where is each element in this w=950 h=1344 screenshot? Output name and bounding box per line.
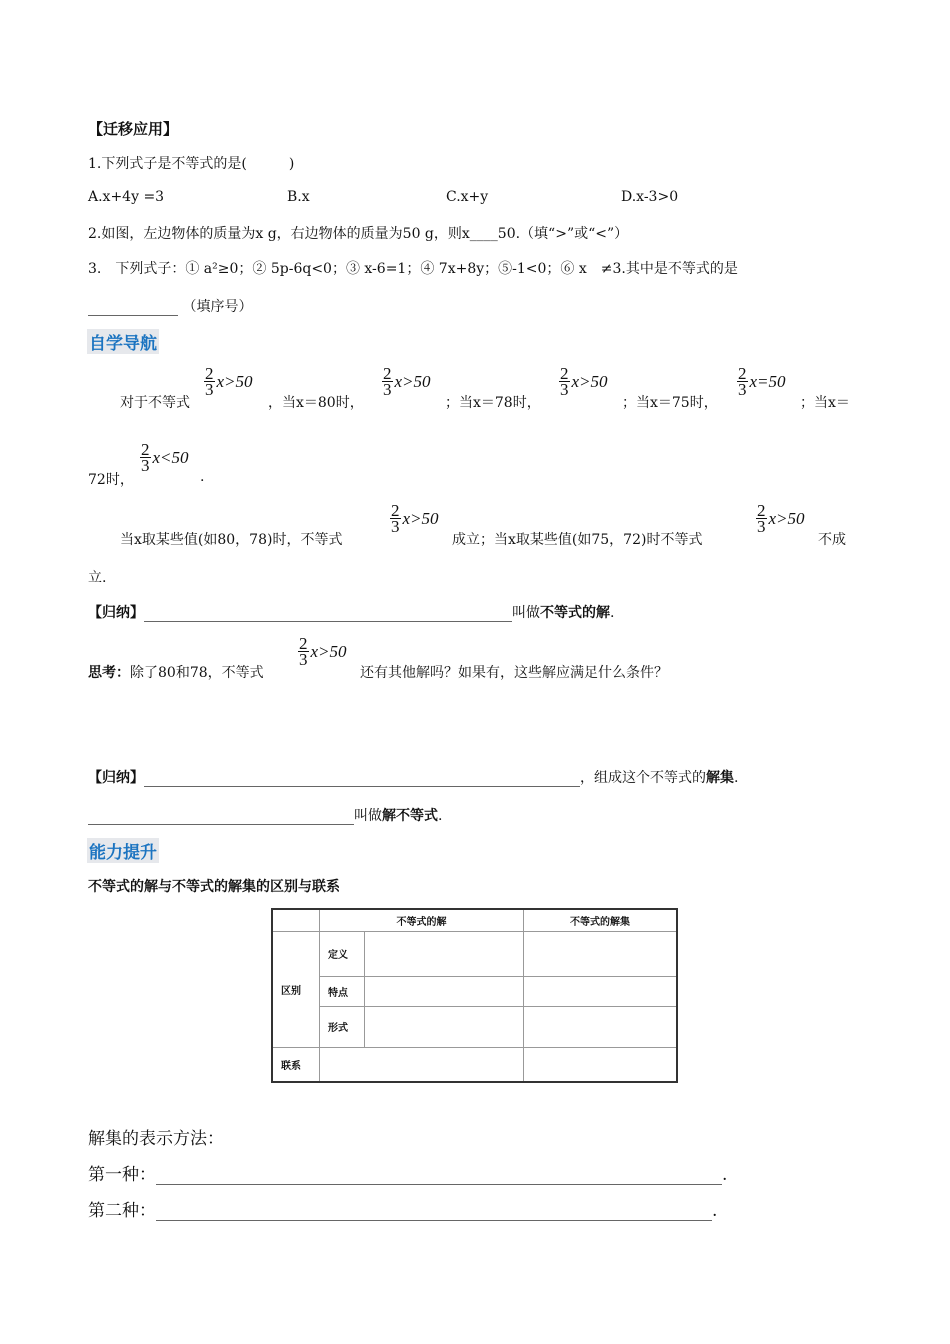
answer-blank[interactable] bbox=[88, 824, 354, 825]
option-b: B.x bbox=[287, 189, 310, 205]
text: ；当x＝ bbox=[800, 395, 850, 411]
text: ，组成这个不等式的 bbox=[580, 770, 706, 786]
option-a: A.x+4y =3 bbox=[88, 189, 165, 205]
fraction-expr: 2 3 x>50 bbox=[299, 634, 347, 669]
text: 还有其他解吗？如果有，这些解应满足什么条件？ bbox=[360, 665, 668, 681]
text: 不成 bbox=[818, 532, 846, 548]
cell[interactable] bbox=[524, 1006, 678, 1047]
comparison-table bbox=[271, 908, 678, 1083]
text: 叫做 bbox=[354, 808, 382, 824]
row-group-difference: 区别 bbox=[272, 931, 320, 1047]
term: 解不等式 bbox=[382, 808, 438, 824]
fraction-expr: 2 3 x<50 bbox=[141, 440, 189, 475]
cell[interactable] bbox=[365, 931, 524, 976]
row-definition: 定义 bbox=[320, 931, 365, 976]
subtitle: 不等式的解与不等式的解集的区别与联系 bbox=[88, 879, 340, 895]
method-1-label: 第一种： bbox=[88, 1165, 156, 1185]
text: 立. bbox=[88, 570, 107, 586]
cell[interactable] bbox=[524, 931, 678, 976]
section-title-self-study: 自学导航 bbox=[87, 329, 159, 354]
header-solution: 不等式的解 bbox=[320, 909, 524, 931]
think-label: 思考： bbox=[88, 665, 130, 681]
header-solution-set: 不等式的解集 bbox=[524, 909, 678, 931]
option-c: C.x+y bbox=[446, 189, 489, 205]
text: . bbox=[200, 469, 205, 485]
term: 不等式的解 bbox=[540, 605, 610, 621]
method-2-label: 第二种： bbox=[88, 1201, 156, 1221]
text: 叫做 bbox=[512, 605, 540, 621]
option-d: D.x-3>0 bbox=[621, 189, 679, 205]
fraction-expr: 2 3 x>50 bbox=[757, 501, 805, 536]
text: 除了80和78，不等式 bbox=[130, 665, 264, 681]
methods-label: 解集的表示方法： bbox=[88, 1129, 224, 1149]
row-feature: 特点 bbox=[320, 976, 365, 1006]
question-1: 1.下列式子是不等式的是( ) bbox=[88, 156, 295, 172]
fraction-expr: 2 3 x>50 bbox=[560, 364, 608, 399]
section-title-ability: 能力提升 bbox=[87, 838, 159, 863]
answer-blank[interactable] bbox=[144, 786, 580, 787]
section-title-transfer: 【迁移应用】 bbox=[88, 120, 179, 138]
cell[interactable] bbox=[365, 1006, 524, 1047]
cell[interactable] bbox=[365, 976, 524, 1006]
fraction-expr: 2 3 x>50 bbox=[205, 364, 253, 399]
text: 对于不等式 bbox=[120, 395, 190, 411]
question-3-hint: （填序号） bbox=[182, 299, 253, 315]
text: . bbox=[610, 605, 615, 621]
fraction-expr: 2 3 x=50 bbox=[738, 364, 786, 399]
cell[interactable] bbox=[524, 1047, 678, 1082]
text: ；当x＝78时， bbox=[445, 395, 541, 411]
answer-blank[interactable] bbox=[144, 621, 512, 622]
text: 72时， bbox=[88, 472, 134, 488]
text: . bbox=[712, 1201, 718, 1221]
answer-blank[interactable] bbox=[156, 1220, 712, 1221]
text: . bbox=[438, 808, 443, 824]
answer-blank[interactable] bbox=[88, 315, 178, 316]
row-connection: 联系 bbox=[272, 1047, 320, 1082]
text: ；当x＝75时， bbox=[622, 395, 718, 411]
summary-label: 【归纳】 bbox=[88, 770, 144, 786]
text: 当x取某些值(如80，78)时，不等式 bbox=[120, 532, 343, 548]
term: 解集 bbox=[706, 770, 734, 786]
text: . bbox=[734, 770, 739, 786]
summary-label: 【归纳】 bbox=[88, 605, 144, 621]
fraction-expr: 2 3 x>50 bbox=[391, 501, 439, 536]
cell[interactable] bbox=[320, 1047, 524, 1082]
question-2: 2.如图，左边物体的质量为x g，右边物体的质量为50 g，则x____50.（填“>”或“<”） bbox=[88, 226, 629, 242]
question-3: 3. 下列式子：① a²≥0；② 5p-6q<0；③ x-6=1；④ 7x+8y；⑤-1<0；⑥ x ≠3.其中是不等式的是 bbox=[88, 261, 738, 277]
text: 成立；当x取某些值(如75，72)时不等式 bbox=[452, 532, 703, 548]
cell[interactable] bbox=[524, 976, 678, 1006]
answer-blank[interactable] bbox=[156, 1184, 722, 1185]
text: . bbox=[722, 1165, 728, 1185]
row-form: 形式 bbox=[320, 1006, 365, 1047]
fraction-expr: 2 3 x>50 bbox=[383, 364, 431, 399]
text: ，当x＝80时， bbox=[268, 395, 364, 411]
